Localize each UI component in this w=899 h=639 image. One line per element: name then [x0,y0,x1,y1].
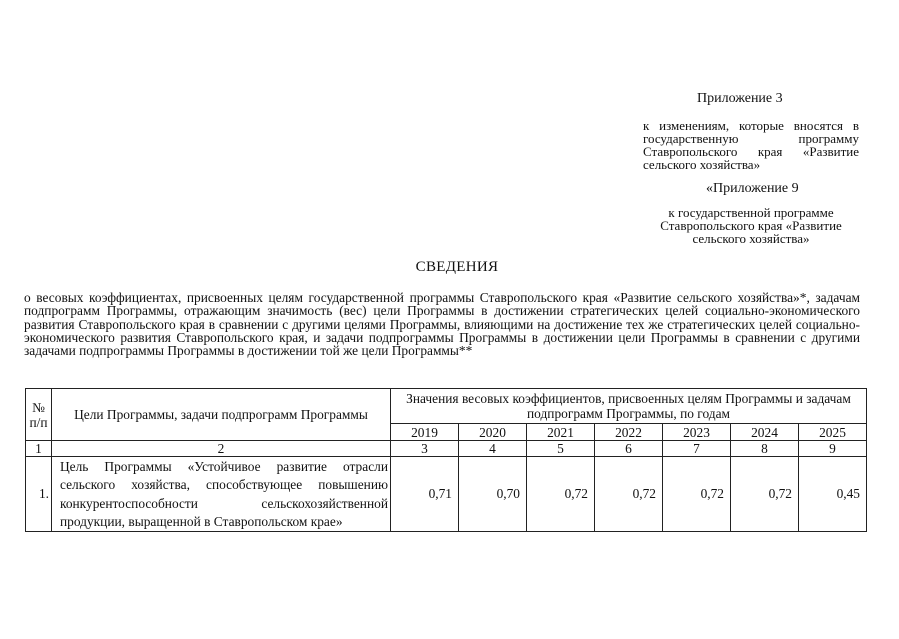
column-number: 5 [527,441,595,457]
appendix-program-note: к государственной программе Ставропольского края «Развитие сельского хозяйства» [660,205,842,246]
header-year: 2025 [799,424,867,441]
row-value: 0,72 [731,457,799,532]
header-goals: Цели Программы, задачи подпрограмм Программы [52,389,391,441]
header-year: 2023 [663,424,731,441]
column-number: 1 [26,441,52,457]
column-number: 7 [663,441,731,457]
header-year: 2022 [595,424,663,441]
table-row [26,457,867,532]
header-year: 2024 [731,424,799,441]
appendix-title: Приложение 3 [697,91,783,106]
column-number: 9 [799,441,867,457]
row-value: 0,72 [527,457,595,532]
weights-table [25,388,867,532]
appendix-nine-title: «Приложение 9 [706,181,799,196]
appendix-changes-note: к изменениям, которые вносятся в государственную программу Ставропольского края «Развитие сельского хозяйства» [643,118,859,172]
row-value: 0,72 [595,457,663,532]
document-title: СВЕДЕНИЯ [415,259,499,275]
header-values-group: Значения весовых коэффициентов, присвоенных целям Программы и задачам подпрограмм Программы, по годам [391,389,867,424]
row-value: 0,70 [459,457,527,532]
column-number: 2 [52,441,391,457]
column-number: 8 [731,441,799,457]
column-number: 4 [459,441,527,457]
row-index: 1. [26,457,52,532]
header-year: 2020 [459,424,527,441]
header-year: 2021 [527,424,595,441]
row-value: 0,71 [391,457,459,532]
row-goal: Цель Программы «Устойчивое развитие отрасли сельского хозяйства, способствующее повышению конкурентоспособности сельскохозяйственной продукции, выращенной в Ставропольском крае» [52,457,391,532]
header-num: № п/п [26,389,52,441]
column-number: 6 [595,441,663,457]
document-intro: о весовых коэффициентах, присвоенных целям государственной программы Ставропольского края «Развитие сельского хозяйства»*, задачам подпрограмм Программы, отражающим значимость (вес) цели Программы в достижении стратегических целей социально-экономического развития Ставропольского края в сравнении с другими целями Программы, влияющими на достижение тех же стратегических целей социально-экономического развития Ставропольского края, и задачи подпрограммы Программы в достижении цели Программы в сравнении с другими задачами подпрограммы Программы в достижении той же цели Программы** [24,290,860,359]
row-value: 0,72 [663,457,731,532]
column-number: 3 [391,441,459,457]
row-value: 0,45 [799,457,867,532]
header-year: 2019 [391,424,459,441]
